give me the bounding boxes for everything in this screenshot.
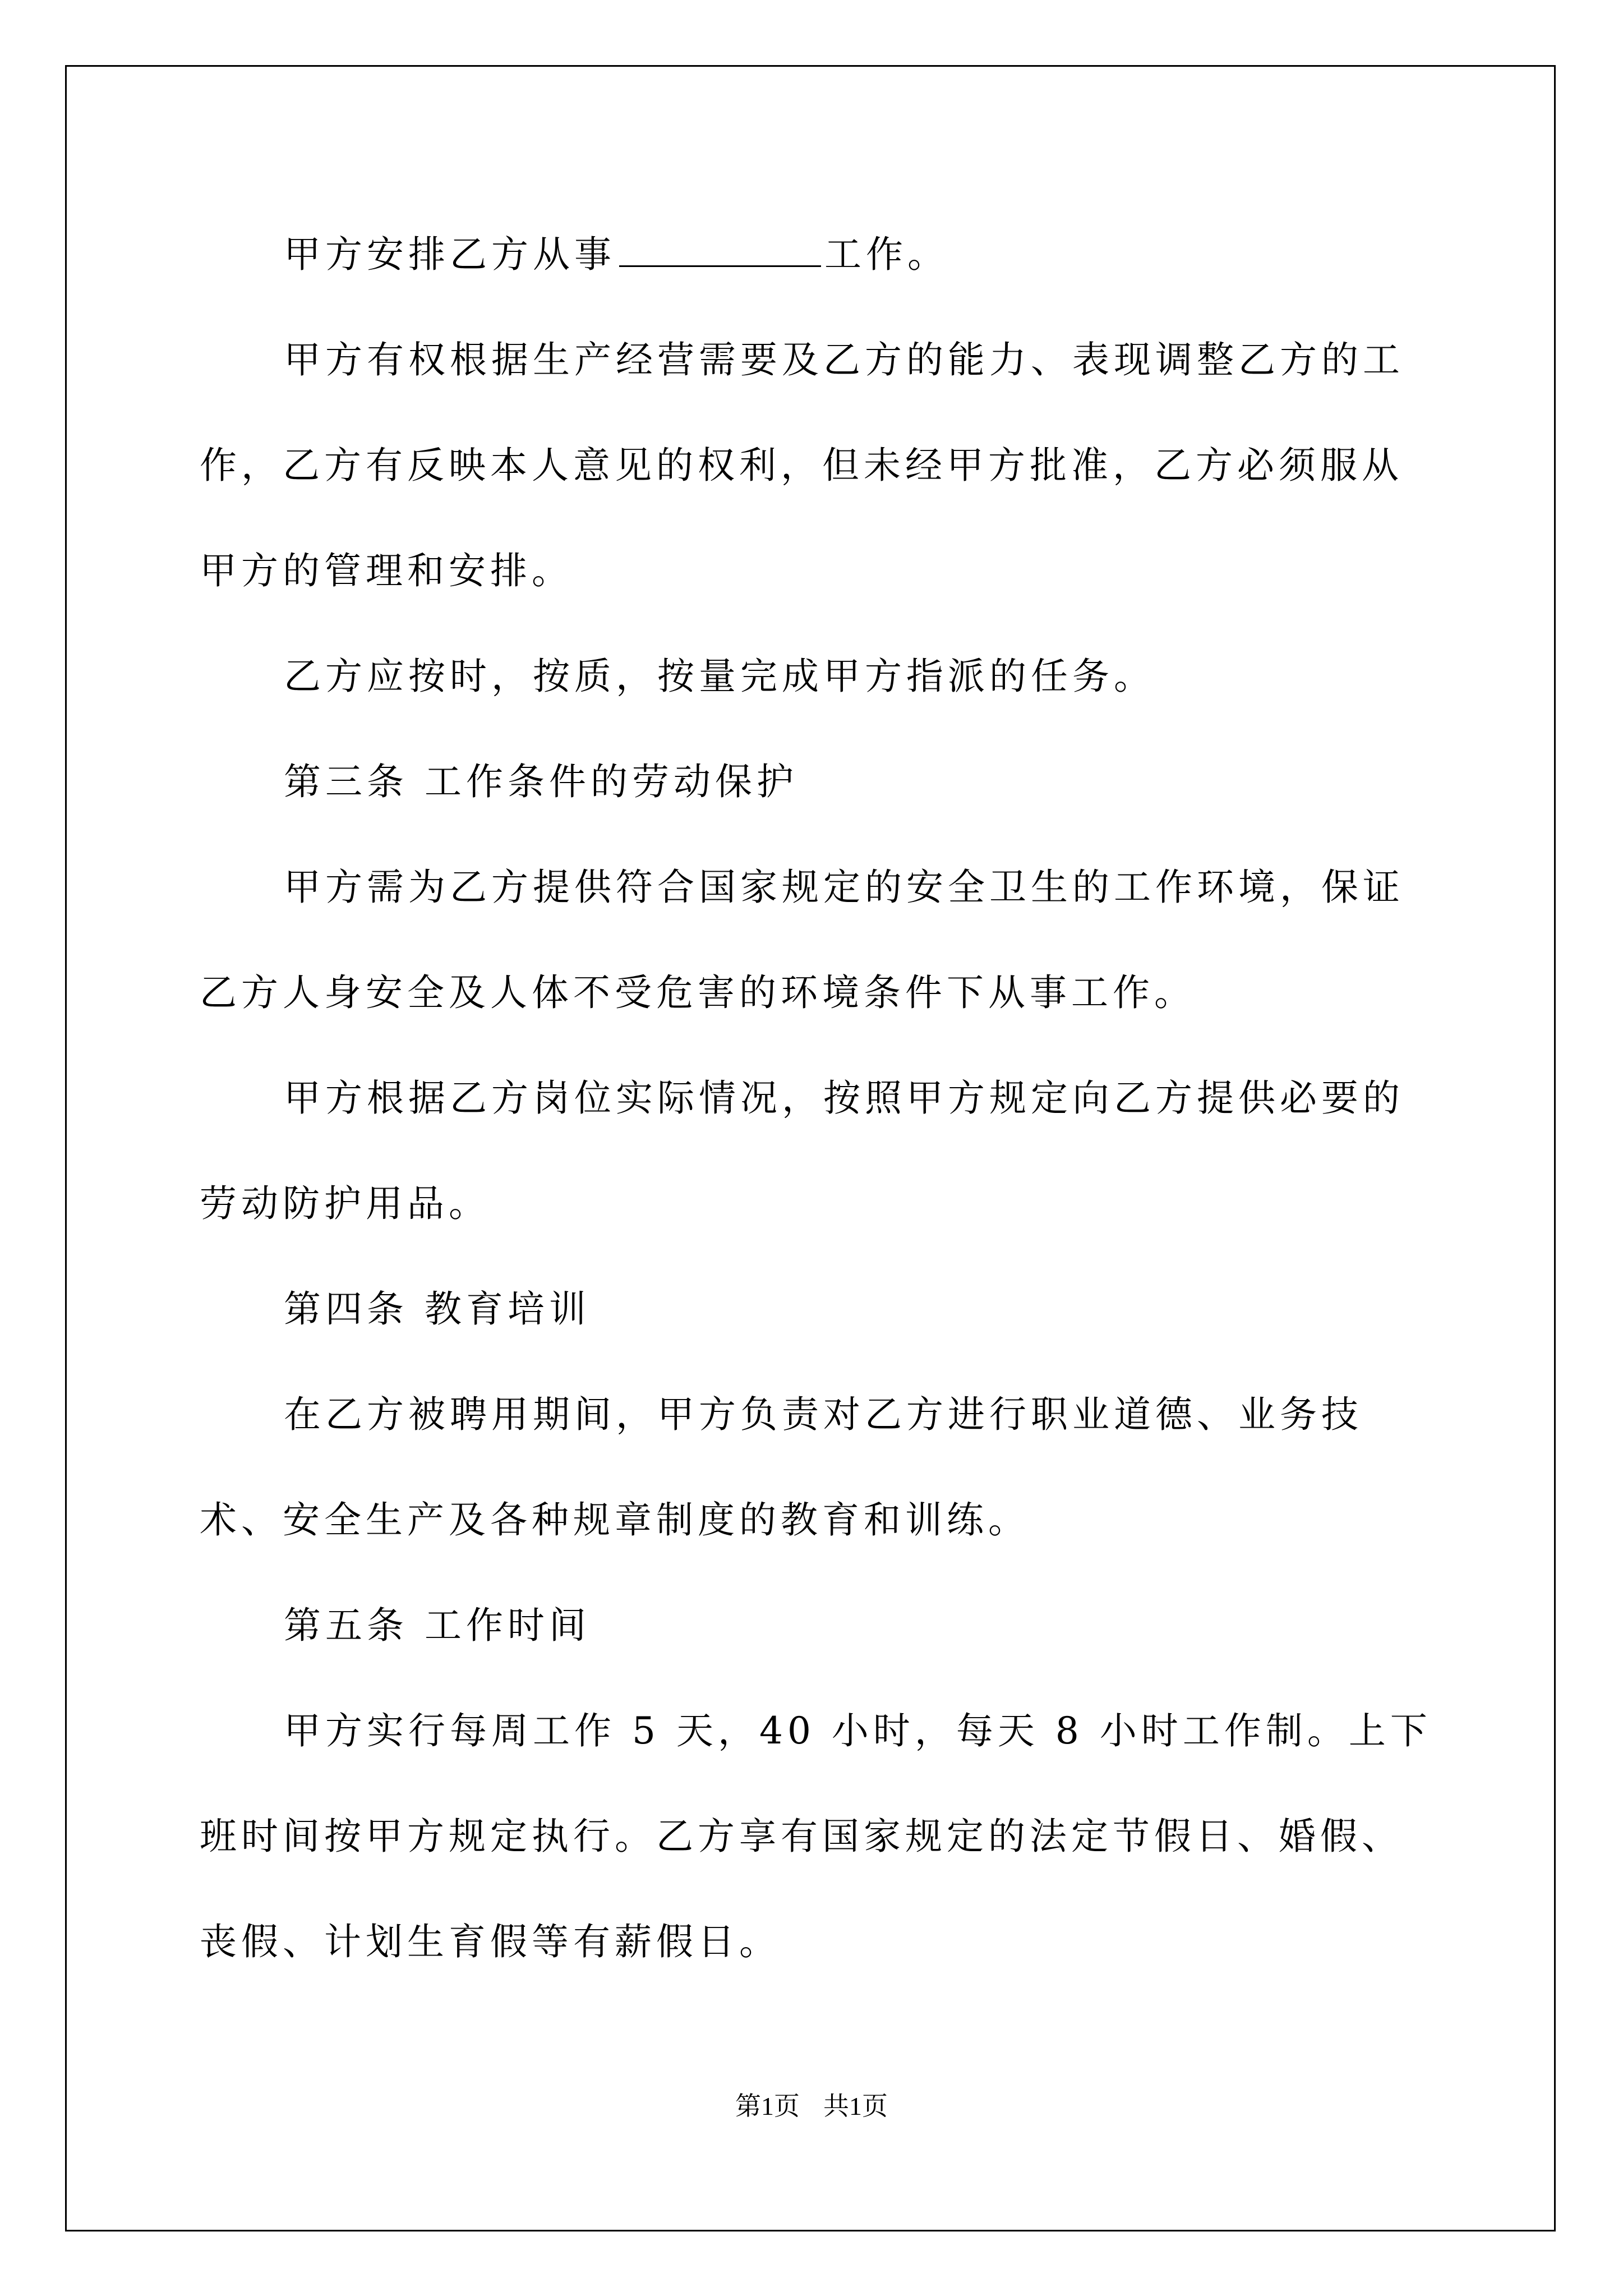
paragraph-protective-equipment: 甲方根据乙方岗位实际情况，按照甲方规定向乙方提供必要的劳动防护用品。 [200,1076,1404,1225]
paragraph-job-assignment [200,202,1439,307]
heading-article-4: 第四条 教育培训 [284,1287,591,1331]
paragraph-job-adjustment: 甲方有权根据生产经营需要及乙方的能力、表现调整乙方的工作，乙方有反映本人意见的权利，但未经甲方批准，乙方必须服从甲方的管理和安排。 [200,338,1404,592]
page-number-current: 第1页 [735,2092,800,2120]
page-number-total: 共1页 [823,2092,888,2120]
document-body [200,202,1439,1995]
page-footer [0,2090,1623,2123]
paragraph-work-environment: 甲方需为乙方提供符合国家规定的安全卫生的工作环境，保证乙方人身安全及人体不受危害的环境条件下从事工作。 [200,866,1404,1014]
job-assignment-text-start: 甲方安排乙方从事 [284,233,616,276]
paragraph-task-completion: 乙方应按时，按质，按量完成甲方指派的任务。 [284,655,1155,698]
heading-article-5: 第五条 工作时间 [284,1604,591,1647]
job-title-blank [619,234,821,267]
paragraph-training: 在乙方被聘用期间，甲方负责对乙方进行职业道德、业务技术、安全生产及各种规章制度的教育和训练。 [200,1393,1363,1542]
paragraph-working-hours: 甲方实行每周工作 5 天，40 小时，每天 8 小时工作制。上下班时间按甲方规定执行。乙方享有国家规定的法定节假日、婚假、丧假、计划生育假等有薪假日。 [200,1709,1432,1963]
heading-article-3: 第三条 工作条件的劳动保护 [284,760,798,803]
job-assignment-text-end: 工作。 [824,233,949,276]
